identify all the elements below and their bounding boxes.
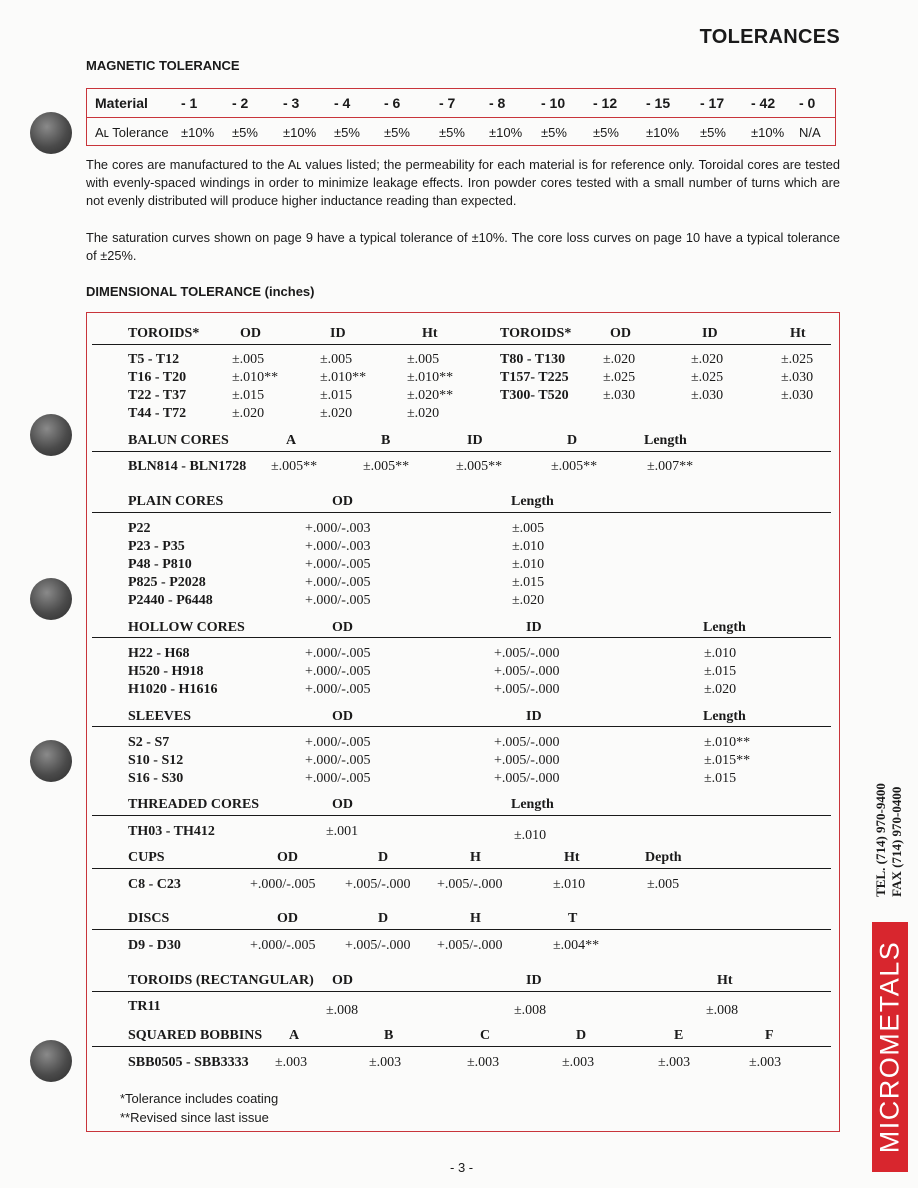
tolerance-value: ±.005** (456, 459, 503, 474)
part-range: P2440 - P6448 (128, 593, 213, 608)
part-range: TH03 - TH412 (128, 824, 215, 839)
material-cell: - 2 (232, 95, 249, 111)
material-cell: - 0 (799, 95, 816, 111)
material-cell: - 12 (593, 95, 618, 111)
part-range: S16 - S30 (128, 771, 184, 786)
permeability-paragraph: The cores are manufactured to the Aʟ values listed; the permeability for each material is for reference only. Toroidal cores are tested with evenly-spaced windings in order to minimize leakage effects. Iron powder cores tested with a small number of turns which are not evenly distributed will produce higher inductance reading than expected. (86, 157, 840, 208)
part-range: S10 - S12 (128, 753, 184, 768)
tolerance-value: ±.010** (407, 370, 454, 385)
col-header-length: Length (644, 433, 687, 448)
punch-hole-5 (30, 1040, 72, 1082)
tolerance-value: +.005/-.000 (494, 646, 560, 661)
tolerance-value: +.000/-.005 (250, 938, 316, 953)
tolerance-value: +.000/-.005 (305, 753, 371, 768)
section-rule (92, 815, 831, 816)
section-rule (92, 512, 831, 513)
col-header-od: OD (332, 709, 353, 724)
tolerance-cell: N/A (799, 125, 821, 140)
col-header-length: Length (511, 797, 554, 812)
fax-number: FAX (714) 970-0400 (889, 786, 904, 897)
material-cell: - 42 (751, 95, 776, 111)
part-range: T80 - T130 (500, 352, 566, 367)
tolerance-value: ±.020 (512, 593, 545, 608)
tolerance-value: ±.020 (691, 352, 724, 367)
page-title: TOLERANCES (699, 26, 840, 48)
material-cell: - 6 (384, 95, 401, 111)
col-header-ht: Ht (790, 326, 806, 341)
part-range: P825 - P2028 (128, 575, 206, 590)
tolerance-value: ±.025 (781, 352, 814, 367)
magnetic-tolerance-heading: MAGNETIC TOLERANCE (86, 58, 240, 73)
tolerance-value: +.005/-.000 (345, 877, 411, 892)
part-range: D9 - D30 (128, 938, 181, 953)
section-rule (92, 868, 831, 869)
part-range: T16 - T20 (128, 370, 187, 385)
tolerance-value: ±.030 (781, 388, 814, 403)
tolerance-cell: ±10% (283, 125, 317, 140)
tolerance-value: +.005/-.000 (494, 771, 560, 786)
dimensional-tolerance-heading: DIMENSIONAL TOLERANCE (inches) (86, 284, 315, 299)
tolerance-value: ±.008 (706, 1003, 739, 1018)
tolerance-value: ±.008 (326, 1003, 359, 1018)
material-cell: - 1 (181, 95, 198, 111)
tolerance-value: ±.015 (704, 664, 737, 679)
tolerance-cell: ±5% (334, 125, 360, 140)
section-rule (92, 929, 831, 930)
col-header-d: D (567, 433, 578, 448)
tolerance-value: ±.025 (603, 370, 636, 385)
col-header-id: ID (526, 620, 542, 635)
section-rule (92, 637, 831, 638)
tolerance-value: ±.020 (320, 406, 353, 421)
part-range: TR11 (128, 999, 161, 1014)
footnote-revised: **Revised since last issue (120, 1110, 269, 1125)
tolerance-value: ±.005 (647, 877, 680, 892)
col-header-e: E (674, 1028, 684, 1043)
tolerance-value: +.000/-.005 (305, 646, 371, 661)
tolerance-cell: ±5% (541, 125, 567, 140)
col-header-c: C (480, 1028, 491, 1043)
part-range: T300- T520 (500, 388, 569, 403)
tolerance-value: ±.010** (320, 370, 367, 385)
tolerance-cell: ±10% (489, 125, 523, 140)
col-header-id: ID (330, 326, 346, 341)
tolerance-value: ±.010 (704, 646, 737, 661)
tolerance-value: ±.015** (704, 753, 751, 768)
section-rule (92, 1046, 831, 1047)
col-header-length: Length (703, 620, 746, 635)
material-cell: - 17 (700, 95, 725, 111)
tolerance-value: ±.020** (407, 388, 454, 403)
col-header-d: D (378, 850, 389, 865)
tolerance-value: ±.005** (271, 459, 318, 474)
tolerance-value: +.000/-.005 (305, 682, 371, 697)
material-cell: - 15 (646, 95, 671, 111)
tolerance-value: ±.005 (320, 352, 353, 367)
tolerance-value: ±.020 (603, 352, 636, 367)
part-range: T5 - T12 (128, 352, 180, 367)
tolerance-value: +.005/-.000 (494, 682, 560, 697)
tolerance-value: ±.010 (512, 539, 545, 554)
tolerance-value: +.005/-.000 (494, 735, 560, 750)
tolerance-value: ±.010** (232, 370, 279, 385)
tolerance-cell: ±5% (232, 125, 258, 140)
tolerance-value: ±.015 (320, 388, 353, 403)
section-rule (92, 344, 831, 345)
tolerance-value: ±.015 (232, 388, 265, 403)
tolerance-value: ±.030 (691, 388, 724, 403)
col-header-ht: Ht (717, 973, 733, 988)
tolerance-cell: ±5% (384, 125, 410, 140)
material-cell: - 10 (541, 95, 566, 111)
punch-hole-2 (30, 414, 72, 456)
part-range: P48 - P810 (128, 557, 192, 572)
tolerance-value: ±.010 (512, 557, 545, 572)
brand-logo: MICROMETALS (874, 940, 905, 1154)
tolerance-value: ±.020 (232, 406, 265, 421)
tolerance-value: ±.005** (551, 459, 598, 474)
tolerance-value: ±.008 (514, 1003, 547, 1018)
col-header-od: OD (277, 850, 298, 865)
tolerance-value: ±.030 (781, 370, 814, 385)
part-range: T44 - T72 (128, 406, 187, 421)
part-range: S2 - S7 (128, 735, 170, 750)
col-header-od: OD (610, 326, 631, 341)
col-header-depth: Depth (645, 850, 682, 865)
tolerance-value: +.000/-.003 (305, 521, 371, 536)
tolerance-value: ±.010** (704, 735, 751, 750)
tolerance-value: +.000/-.005 (305, 575, 371, 590)
tolerance-value: ±.004** (553, 938, 600, 953)
phone-number: TEL. (714) 970-9400 (873, 783, 888, 897)
sleeves-header: SLEEVES (128, 709, 192, 724)
tolerance-value: ±.015 (512, 575, 545, 590)
tolerance-value: ±.020 (407, 406, 440, 421)
tolerance-value: ±.003 (275, 1055, 308, 1070)
discs-header: DISCS (128, 911, 170, 926)
saturation-paragraph: The saturation curves shown on page 9 have a typical tolerance of ±10%. The core loss curves on page 10 have a typical tolerance of ±25%. (86, 230, 840, 263)
tolerance-value: +.000/-.003 (305, 539, 371, 554)
tolerance-value: ±.015 (704, 771, 737, 786)
col-header-t: T (568, 911, 578, 926)
toroids-header-right: TOROIDS* (500, 326, 572, 341)
col-header-b: B (384, 1028, 394, 1043)
col-header-od: OD (332, 973, 353, 988)
col-header-length: Length (703, 709, 746, 724)
cups-header: CUPS (128, 850, 165, 865)
col-header-od: OD (277, 911, 298, 926)
toroids-header: TOROIDS* (128, 326, 200, 341)
section-rule (92, 726, 831, 727)
section-rule (92, 451, 831, 452)
tolerance-cell: ±5% (439, 125, 465, 140)
col-header-h: H (470, 850, 481, 865)
part-range: SBB0505 - SBB3333 (128, 1055, 249, 1070)
tolerance-value: +.005/-.000 (345, 938, 411, 953)
col-header-f: F (765, 1028, 774, 1043)
rectangular-toroids-header: TOROIDS (RECTANGULAR) (128, 973, 314, 988)
tolerance-value: +.000/-.005 (305, 593, 371, 608)
punch-hole-1 (30, 112, 72, 154)
material-cell: - 3 (283, 95, 300, 111)
tolerance-value: ±.005** (363, 459, 410, 474)
tolerance-cell: ±5% (593, 125, 619, 140)
part-range: P23 - P35 (128, 539, 185, 554)
part-range: H520 - H918 (128, 664, 204, 679)
part-range: T22 - T37 (128, 388, 187, 403)
tolerance-cell: ±10% (181, 125, 215, 140)
tolerance-cell: ±5% (700, 125, 726, 140)
tolerance-value: ±.020 (704, 682, 737, 697)
col-header-od: OD (332, 797, 353, 812)
col-header-id: ID (526, 709, 542, 724)
squared-bobbins-header: SQUARED BOBBINS (128, 1028, 263, 1043)
threaded-cores-header: THREADED CORES (128, 797, 260, 812)
tolerance-value: ±.005 (512, 521, 545, 536)
col-header-length: Length (511, 494, 554, 509)
col-header-ht: Ht (422, 326, 438, 341)
part-range: H1020 - H1616 (128, 682, 218, 697)
punch-hole-3 (30, 578, 72, 620)
tolerance-value: +.000/-.005 (250, 877, 316, 892)
tolerance-value: +.005/-.000 (494, 664, 560, 679)
part-range: H22 - H68 (128, 646, 190, 661)
tolerance-value: +.000/-.005 (305, 664, 371, 679)
tolerance-value: +.000/-.005 (305, 557, 371, 572)
contact-info (873, 783, 905, 897)
col-header-b: B (381, 433, 391, 448)
col-header-od: OD (332, 494, 353, 509)
part-range: C8 - C23 (128, 877, 181, 892)
tolerance-value: ±.025 (691, 370, 724, 385)
tolerance-value: ±.001 (326, 824, 359, 839)
col-header-id: ID (702, 326, 718, 341)
tolerance-cell: ±10% (646, 125, 680, 140)
tolerance-value: ±.003 (749, 1055, 782, 1070)
material-header-row (87, 89, 835, 118)
tolerance-value: +.005/-.000 (494, 753, 560, 768)
tolerance-value: +.005/-.000 (437, 938, 503, 953)
magnetic-tolerance-table (86, 88, 836, 146)
material-cell: - 8 (489, 95, 506, 111)
tolerance-value: ±.003 (369, 1055, 402, 1070)
part-range: P22 (128, 521, 151, 536)
material-cell: - 4 (334, 95, 351, 111)
footnote-coating: *Tolerance includes coating (120, 1091, 279, 1106)
tolerance-value: ±.003 (467, 1055, 500, 1070)
balun-cores-header: BALUN CORES (128, 433, 229, 448)
tolerance-value-row (87, 118, 835, 146)
tolerance-cell: ±10% (751, 125, 785, 140)
col-header-d: D (378, 911, 389, 926)
tolerance-value: ±.005 (232, 352, 265, 367)
tolerance-value: +.000/-.005 (305, 735, 371, 750)
tolerance-value: ±.007** (647, 459, 694, 474)
tolerance-value: +.005/-.000 (437, 877, 503, 892)
tolerance-value: ±.003 (562, 1055, 595, 1070)
footnotes (120, 1089, 278, 1127)
punch-hole-4 (30, 740, 72, 782)
hollow-cores-header: HOLLOW CORES (128, 620, 245, 635)
tolerance-value: ±.030 (603, 388, 636, 403)
material-cell: - 7 (439, 95, 456, 111)
section-rule (92, 991, 831, 992)
tolerance-value: ±.003 (658, 1055, 691, 1070)
tolerance-value: +.000/-.005 (305, 771, 371, 786)
col-header-d: D (576, 1028, 587, 1043)
col-header-od: OD (240, 326, 261, 341)
part-range: T157- T225 (500, 370, 569, 385)
tolerance-value: ±.005 (407, 352, 440, 367)
col-header-id: ID (526, 973, 542, 988)
tolerance-value: ±.010 (514, 828, 547, 843)
tolerance-label: Aʟ Tolerance (95, 125, 169, 140)
col-header-id: ID (467, 433, 483, 448)
material-label: Material (95, 95, 148, 111)
col-header-a: A (289, 1028, 300, 1043)
tolerance-value: ±.010 (553, 877, 586, 892)
plain-cores-header: PLAIN CORES (128, 494, 224, 509)
col-header-a: A (286, 433, 297, 448)
col-header-od: OD (332, 620, 353, 635)
page-number: - 3 - (450, 1160, 474, 1175)
col-header-h: H (470, 911, 481, 926)
col-header-ht: Ht (564, 850, 580, 865)
part-range: BLN814 - BLN1728 (128, 459, 247, 474)
